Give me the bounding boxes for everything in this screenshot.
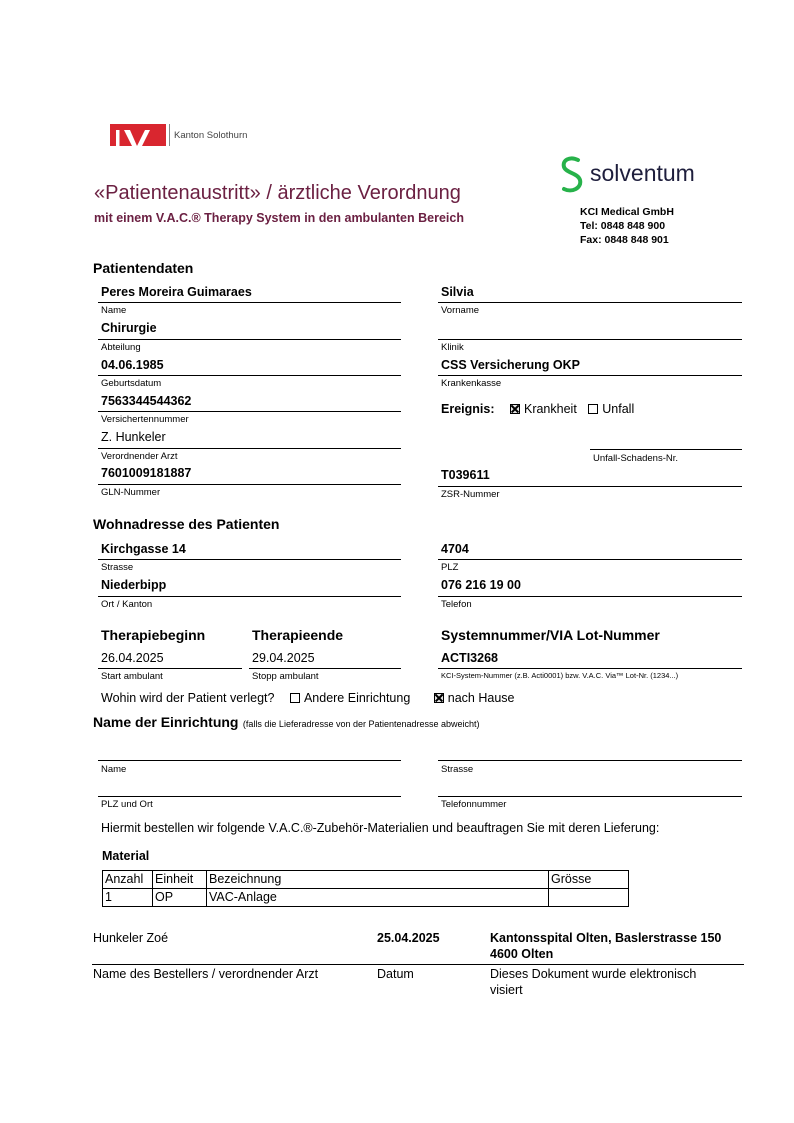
patient-name-line — [98, 302, 401, 303]
material-heading: Material — [102, 849, 150, 863]
therapiebeginn-heading: Therapiebeginn — [101, 627, 206, 643]
einrichtung-heading: Name der Einrichtung — [93, 714, 239, 730]
section-wohnadresse: Wohnadresse des Patienten — [93, 516, 280, 532]
verlegt-question: Wohin wird der Patient verlegt? — [101, 691, 275, 705]
systemnummer-label: KCI-System-Nummer (z.B. Acti0001) bzw. V.A.C. Via™ Lot-Nr. (1234...) — [441, 671, 679, 680]
patient-vorname-line — [438, 302, 742, 303]
solventum-logo-text: solventum — [590, 160, 695, 186]
therapieende-value: 29.04.2025 — [252, 651, 315, 665]
therapiebeginn-line — [98, 668, 242, 669]
strasse-value: Kirchgasse 14 — [101, 542, 186, 556]
therapiebeginn-label: Start ambulant — [101, 671, 163, 682]
strasse-line — [98, 559, 401, 560]
zsr-line — [438, 486, 742, 487]
unfall-checkbox[interactable] — [588, 404, 598, 414]
einrichtung-strasse-label: Strasse — [441, 764, 474, 775]
col-bezeichnung: Bezeichnung — [207, 871, 549, 889]
datum-label: Datum — [377, 967, 414, 981]
geburtsdatum-line — [98, 375, 401, 376]
krankheit-checkbox[interactable] — [510, 404, 520, 414]
krankheit-label: Krankheit — [523, 402, 577, 416]
gln-label: GLN-Nummer — [101, 487, 161, 498]
unfall-nr-label: Unfall-Schadens-Nr. — [593, 453, 679, 464]
signature-line — [92, 964, 744, 965]
zsr-value: T039611 — [441, 468, 490, 482]
patient-vorname-value: Silvia — [441, 285, 474, 299]
andere-einrichtung-checkbox[interactable] — [290, 693, 300, 703]
versichertennummer-value: 7563344544362 — [101, 394, 192, 408]
ort-value: Niederbipp — [101, 578, 167, 592]
material-table — [102, 870, 629, 907]
andere-einrichtung-label: Andere Einrichtung — [303, 691, 411, 705]
kanton-logo-text: Kanton Solothurn — [174, 130, 248, 141]
company-name: KCI Medical GmbH — [580, 206, 674, 218]
ereignis-label: Ereignis: — [441, 402, 495, 416]
systemnummer-value: ACTI3268 — [441, 651, 498, 665]
klinik-label: Klinik — [441, 342, 464, 353]
plz-value: 4704 — [441, 542, 469, 556]
systemnummer-line — [438, 668, 742, 669]
col-groesse: Grösse — [549, 871, 629, 889]
therapiebeginn-value: 26.04.2025 — [101, 651, 164, 665]
kanton-logo-mark-icon — [110, 124, 166, 146]
systemnummer-heading: Systemnummer/VIA Lot-Nummer — [441, 627, 660, 643]
solventum-mark-icon — [558, 156, 586, 194]
location-line1: Kantonsspital Olten, Baslerstrasse 150 — [490, 931, 722, 945]
arzt-label: Verordnender Arzt — [101, 451, 178, 462]
telefon-value: 076 216 19 00 — [441, 578, 521, 592]
row-groesse — [549, 889, 629, 907]
patient-vorname-label: Vorname — [441, 305, 480, 316]
arzt-value: Z. Hunkeler — [101, 430, 166, 444]
arzt-line — [98, 448, 401, 449]
row-bezeichnung: VAC-Anlage — [207, 889, 549, 907]
verlegt-row — [101, 691, 514, 705]
visiert-line1: Dieses Dokument wurde elektronisch — [490, 967, 697, 981]
telefon-label: Telefon — [441, 599, 472, 610]
datum-value: 25.04.2025 — [377, 931, 440, 945]
order-statement: Hiermit bestellen wir folgende V.A.C.®-Zubehör-Materialien und beauftragen Sie mit deren Lieferung: — [101, 821, 660, 835]
krankenkasse-label: Krankenkasse — [441, 378, 502, 389]
strasse-label: Strasse — [101, 562, 134, 573]
page-subtitle: mit einem V.A.C.® Therapy System in den ambulanten Bereich — [94, 211, 464, 225]
section-einrichtung — [93, 714, 480, 732]
nach-hause-checkbox[interactable] — [434, 693, 444, 703]
company-tel: Tel: 0848 848 900 — [580, 220, 666, 232]
row-einheit: OP — [153, 889, 207, 907]
nach-hause-label: nach Hause — [447, 691, 515, 705]
plz-line — [438, 559, 742, 560]
klinik-line — [438, 339, 742, 340]
einrichtung-telefon-line — [438, 796, 742, 797]
besteller-value: Hunkeler Zoé — [93, 931, 169, 945]
einrichtung-strasse-line — [438, 760, 742, 761]
krankenkasse-value: CSS Versicherung OKP — [441, 358, 580, 372]
plz-label: PLZ — [441, 562, 459, 573]
row-anzahl: 1 — [103, 889, 153, 907]
patient-name-value: Peres Moreira Guimaraes — [101, 285, 252, 299]
table-row — [103, 889, 629, 907]
therapieende-line — [249, 668, 401, 669]
location-line2: 4600 Olten — [490, 947, 554, 961]
telefon-line — [438, 596, 742, 597]
page-title: «Patientenaustritt» / ärztliche Verordnung — [94, 182, 461, 204]
versichertennummer-line — [98, 411, 401, 412]
material-table-header — [103, 871, 629, 889]
einrichtung-name-line — [98, 760, 401, 761]
einrichtung-name-label: Name — [101, 764, 127, 775]
einrichtung-telefon-label: Telefonnummer — [441, 799, 507, 810]
section-patientendaten: Patientendaten — [93, 260, 194, 276]
krankenkasse-line — [438, 375, 742, 376]
zsr-label: ZSR-Nummer — [441, 489, 500, 500]
einrichtung-note: (falls die Lieferadresse von der Patientenadresse abweicht) — [242, 719, 480, 729]
col-anzahl: Anzahl — [103, 871, 153, 889]
abteilung-label: Abteilung — [101, 342, 141, 353]
ort-line — [98, 596, 401, 597]
therapieende-heading: Therapieende — [252, 627, 344, 643]
ort-label: Ort / Kanton — [101, 599, 153, 610]
therapieende-label: Stopp ambulant — [252, 671, 319, 682]
geburtsdatum-value: 04.06.1985 — [101, 358, 164, 372]
abteilung-value: Chirurgie — [101, 321, 157, 335]
geburtsdatum-label: Geburtsdatum — [101, 378, 162, 389]
besteller-label: Name des Bestellers / verordnender Arzt — [93, 967, 319, 981]
einrichtung-plz-line — [98, 796, 401, 797]
versichertennummer-label: Versichertennummer — [101, 414, 189, 425]
unfall-nr-line — [590, 449, 742, 450]
ereignis-group — [441, 402, 634, 416]
patient-name-label: Name — [101, 305, 127, 316]
abteilung-line — [98, 339, 401, 340]
einrichtung-plz-label: PLZ und Ort — [101, 799, 153, 810]
gln-line — [98, 484, 401, 485]
gln-value: 7601009181887 — [101, 466, 192, 480]
visiert-line2: visiert — [490, 983, 523, 997]
col-einheit: Einheit — [153, 871, 207, 889]
company-fax: Fax: 0848 848 901 — [580, 234, 669, 246]
unfall-label: Unfall — [602, 402, 635, 416]
